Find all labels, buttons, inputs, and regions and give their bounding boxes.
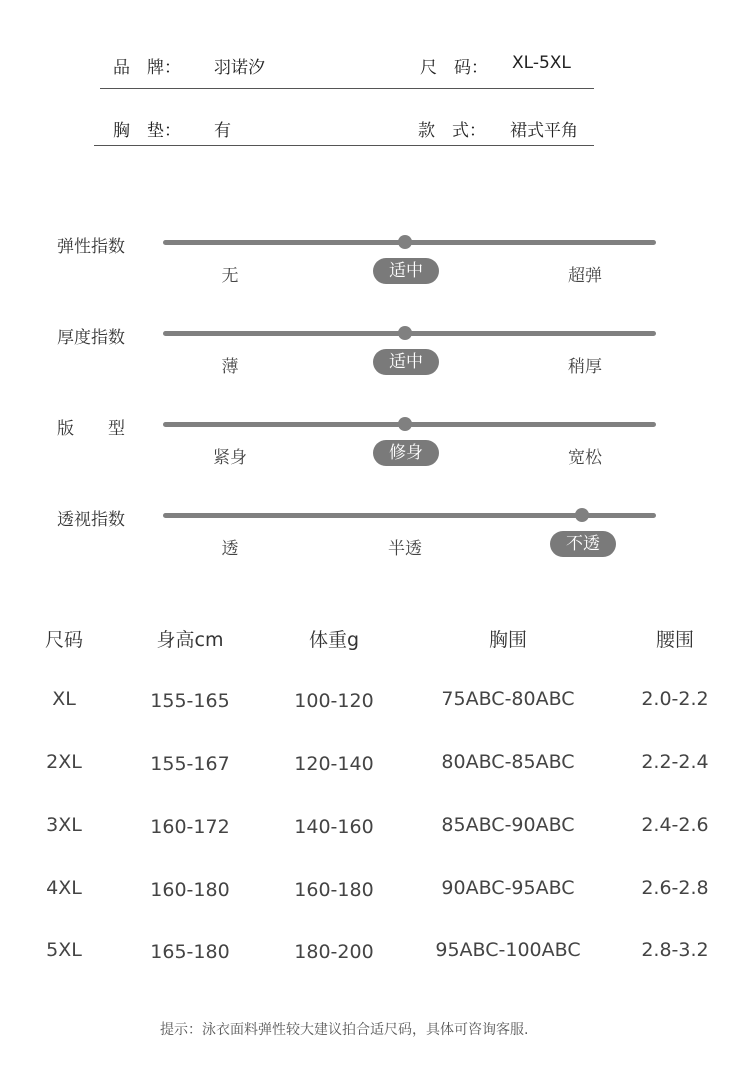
rating-option-selected: 适中	[373, 349, 439, 375]
table-cell: XL	[52, 688, 76, 710]
brand-value: 羽诺汐	[214, 58, 265, 78]
header-bust: 胸围	[488, 629, 527, 651]
rating-label: 弹性指数	[57, 237, 125, 257]
pad-label: 胸 垫：	[113, 121, 181, 141]
rating-option: 超弹	[568, 266, 602, 286]
table-cell: 2.2-2.4	[641, 751, 709, 773]
table-cell: 140-160	[294, 816, 374, 838]
divider-line	[100, 88, 594, 89]
table-cell: 2.0-2.2	[641, 688, 709, 710]
rating-option: 稍厚	[568, 357, 602, 377]
header-height: 身高cm	[156, 629, 224, 651]
table-cell: 90ABC-95ABC	[441, 877, 575, 899]
table-cell: 155-165	[150, 690, 230, 712]
table-cell: 160-172	[150, 816, 230, 838]
table-cell: 2.4-2.6	[641, 814, 709, 836]
rating-label: 版 型	[57, 419, 125, 439]
table-cell: 2.6-2.8	[641, 877, 709, 899]
header-weight: 体重g	[308, 629, 360, 651]
rating-marker	[398, 235, 412, 249]
rating-label: 厚度指数	[57, 328, 125, 348]
table-cell: 180-200	[294, 941, 374, 963]
table-cell: 120-140	[294, 753, 374, 775]
table-cell: 75ABC-80ABC	[441, 688, 575, 710]
rating-option-selected: 不透	[550, 531, 616, 557]
rating-marker	[398, 326, 412, 340]
table-cell: 2.8-3.2	[641, 939, 709, 961]
size-value: XL-5XL	[512, 53, 571, 73]
rating-marker	[398, 417, 412, 431]
table-cell: 100-120	[294, 690, 374, 712]
pad-value: 有	[214, 121, 231, 141]
rating-option: 紧身	[213, 448, 247, 468]
table-cell: 160-180	[294, 879, 374, 901]
table-cell: 2XL	[46, 751, 82, 773]
style-label: 款 式：	[418, 121, 486, 141]
rating-option: 透	[221, 539, 239, 559]
size-tip-note: 提示：泳衣面料弹性较大建议拍合适尺码，具体可咨询客服.	[160, 1022, 529, 1038]
size-label: 尺 码：	[420, 58, 488, 78]
rating-marker	[575, 508, 589, 522]
style-value: 裙式平角	[510, 121, 578, 141]
rating-option-selected: 适中	[373, 258, 439, 284]
header-size: 尺码	[44, 629, 83, 651]
table-cell: 155-167	[150, 753, 230, 775]
rating-option: 宽松	[568, 448, 602, 468]
rating-label: 透视指数	[57, 510, 125, 530]
table-cell: 160-180	[150, 879, 230, 901]
rating-option: 半透	[388, 539, 422, 559]
rating-option: 无	[221, 266, 239, 286]
table-cell: 5XL	[46, 939, 82, 961]
rating-option: 薄	[221, 357, 239, 377]
table-cell: 85ABC-90ABC	[441, 814, 575, 836]
table-cell: 4XL	[46, 877, 82, 899]
divider-line	[94, 145, 594, 146]
table-cell: 165-180	[150, 941, 230, 963]
table-cell: 3XL	[46, 814, 82, 836]
rating-option-selected: 修身	[373, 440, 439, 466]
table-cell: 95ABC-100ABC	[435, 939, 581, 961]
header-waist: 腰围	[655, 629, 694, 651]
table-cell: 80ABC-85ABC	[441, 751, 575, 773]
brand-label: 品 牌：	[113, 58, 181, 78]
